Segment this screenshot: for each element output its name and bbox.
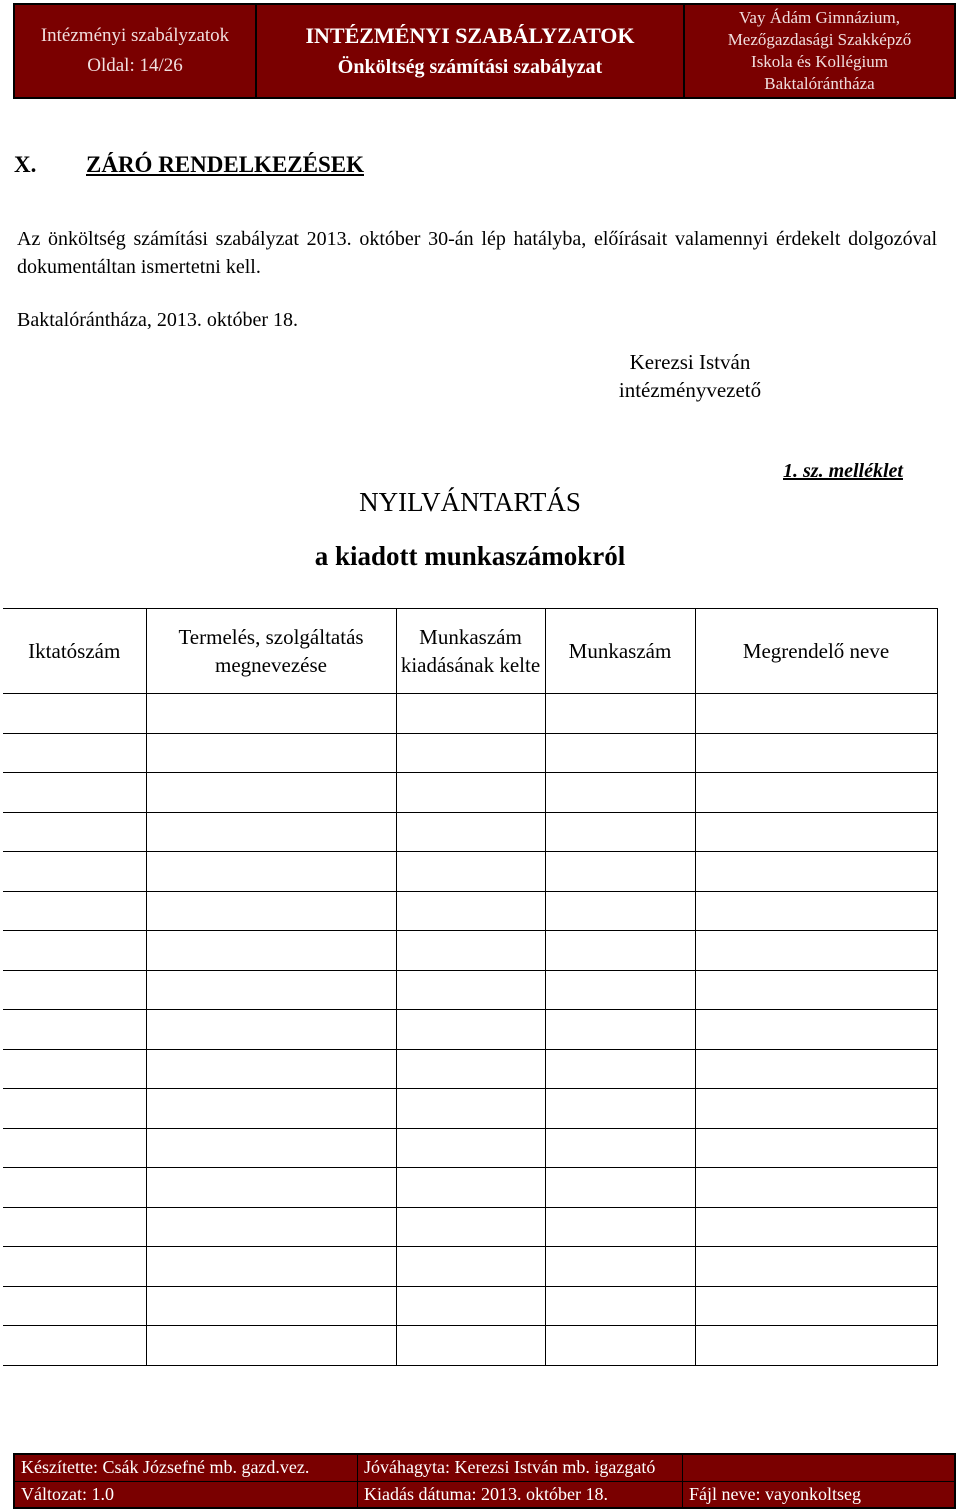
- table-row: [3, 931, 937, 971]
- table-cell: [3, 931, 146, 971]
- table-cell: [695, 734, 937, 773]
- table-cell: [146, 1010, 396, 1050]
- table-cell: [695, 852, 937, 892]
- table-cell: [146, 773, 396, 813]
- column-header-registry-number: Iktatószám: [3, 609, 146, 694]
- table-row: [3, 1168, 937, 1208]
- table-cell: [545, 931, 695, 971]
- table-row: [3, 694, 937, 734]
- signature-block: [590, 348, 790, 404]
- header-main-title: INTÉZMÉNYI SZABÁLYZATOK: [305, 23, 635, 48]
- table-row: [3, 892, 937, 931]
- table-cell: [396, 1050, 545, 1089]
- table-cell: [146, 1247, 396, 1287]
- table-cell: [545, 852, 695, 892]
- table-cell: [396, 734, 545, 773]
- table-cell: [695, 773, 937, 813]
- section-title: ZÁRÓ RENDELKEZÉSEK: [86, 152, 364, 177]
- footer-empty-cell: [683, 1455, 954, 1481]
- table-row: [3, 734, 937, 773]
- table-cell: [695, 1326, 937, 1366]
- table-cell: [396, 1247, 545, 1287]
- table-row: [3, 1287, 937, 1326]
- table-body: [3, 694, 937, 1366]
- table-cell: [396, 1089, 545, 1129]
- table-cell: [396, 813, 545, 852]
- signatory-name: Kerezsi István: [629, 350, 751, 374]
- table-cell: [695, 931, 937, 971]
- table-cell: [695, 971, 937, 1010]
- header-right-cell: [685, 5, 954, 97]
- table-cell: [545, 773, 695, 813]
- table-cell: [695, 1247, 937, 1287]
- column-header-description: Termelés, szolgáltatás megnevezése: [146, 609, 396, 694]
- table-cell: [3, 1010, 146, 1050]
- document-header: [13, 3, 956, 99]
- table-row: [3, 1010, 937, 1050]
- table-cell: [396, 892, 545, 931]
- footer-file-name: Fájl neve: vayonkoltseg: [683, 1482, 954, 1507]
- table-row: [3, 852, 937, 892]
- table-cell: [545, 1326, 695, 1366]
- table-cell: [146, 1089, 396, 1129]
- table-cell: [3, 852, 146, 892]
- place-and-date: Baktalórántháza, 2013. október 18.: [17, 309, 299, 331]
- table-cell: [545, 1050, 695, 1089]
- table-cell: [545, 1247, 695, 1287]
- table-cell: [3, 1168, 146, 1208]
- table-cell: [396, 971, 545, 1010]
- column-header-job-number: Munkaszám: [545, 609, 695, 694]
- footer-version: Változat: 1.0: [15, 1482, 357, 1507]
- document-footer: [13, 1453, 956, 1509]
- table-cell: [545, 1287, 695, 1326]
- table-cell: [545, 734, 695, 773]
- table-cell: [3, 971, 146, 1010]
- table-cell: [396, 852, 545, 892]
- header-doc-category: Intézményi szabályzatok: [40, 25, 230, 46]
- table-cell: [396, 1287, 545, 1326]
- table-row: [3, 1129, 937, 1168]
- header-sub-title: Önköltség számítási szabályzat: [337, 56, 603, 78]
- register-table: [3, 608, 938, 1366]
- table-cell: [396, 931, 545, 971]
- table-cell: [146, 1208, 396, 1247]
- table-cell: [3, 1050, 146, 1089]
- footer-approved-by: Jóváhagyta: Kerezsi István mb. igazgató: [358, 1455, 682, 1481]
- table-cell: [146, 813, 396, 852]
- table-cell: [3, 813, 146, 852]
- header-institution-line1: Vay Ádám Gimnázium,: [739, 8, 900, 27]
- table-row: [3, 1050, 937, 1089]
- table-row: [3, 971, 937, 1010]
- table-row: [3, 813, 937, 852]
- header-institution-line3: Iskola és Kollégium: [751, 52, 888, 71]
- table-cell: [3, 734, 146, 773]
- table-cell: [545, 1208, 695, 1247]
- table-cell: [396, 694, 545, 734]
- table-row: [3, 1089, 937, 1129]
- table-cell: [3, 1089, 146, 1129]
- column-header-customer-name: Megrendelő neve: [695, 609, 937, 694]
- table-cell: [545, 971, 695, 1010]
- footer-issue-date: Kiadás dátuma: 2013. október 18.: [358, 1482, 682, 1507]
- table-cell: [146, 1129, 396, 1168]
- table-cell: [545, 813, 695, 852]
- table-cell: [545, 1168, 695, 1208]
- table-cell: [396, 1010, 545, 1050]
- annex-title: NYILVÁNTARTÁS: [359, 487, 581, 517]
- table-cell: [3, 1208, 146, 1247]
- table-header-row: [3, 609, 937, 694]
- table-cell: [545, 694, 695, 734]
- table-cell: [396, 1168, 545, 1208]
- table-cell: [3, 1129, 146, 1168]
- table-cell: [396, 773, 545, 813]
- table-cell: [396, 1208, 545, 1247]
- table-cell: [3, 1326, 146, 1366]
- annex-label: 1. sz. melléklet: [783, 460, 903, 482]
- table-cell: [695, 1129, 937, 1168]
- section-number: X.: [14, 152, 37, 177]
- table-cell: [396, 1129, 545, 1168]
- column-header-issue-date: Munkaszám kiadásának kelte: [396, 609, 545, 694]
- table-cell: [695, 813, 937, 852]
- table-cell: [695, 1089, 937, 1129]
- table-cell: [146, 1287, 396, 1326]
- table-cell: [3, 1287, 146, 1326]
- table-cell: [545, 1010, 695, 1050]
- table-cell: [146, 852, 396, 892]
- table-cell: [146, 1050, 396, 1089]
- table-cell: [545, 1089, 695, 1129]
- table-cell: [695, 1050, 937, 1089]
- table-row: [3, 1247, 937, 1287]
- table-cell: [146, 1168, 396, 1208]
- table-cell: [3, 694, 146, 734]
- header-middle-cell: [257, 5, 683, 97]
- header-left-cell: [15, 5, 255, 97]
- table-cell: [695, 694, 937, 734]
- header-institution-line2: Mezőgazdasági Szakképző: [727, 30, 912, 49]
- table-cell: [3, 1247, 146, 1287]
- header-page-number: Oldal: 14/26: [87, 55, 183, 76]
- table-row: [3, 773, 937, 813]
- table-cell: [545, 1129, 695, 1168]
- signatory-role: intézményvezető: [618, 378, 762, 402]
- table-cell: [695, 1010, 937, 1050]
- table-cell: [396, 1326, 545, 1366]
- header-institution-line4: Baktalórántháza: [764, 74, 875, 93]
- footer-prepared-by: Készítette: Csák Józsefné mb. gazd.vez.: [15, 1455, 357, 1481]
- table-cell: [146, 931, 396, 971]
- table-cell: [695, 1168, 937, 1208]
- section-paragraph: Az önköltség számítási szabályzat 2013. október 30-án lép hatályba, előírásait valamennyi érdekelt dolgozóval dokumentáltan ismertetni kell.: [17, 228, 937, 278]
- table-row: [3, 1326, 937, 1366]
- table-cell: [146, 694, 396, 734]
- table-cell: [146, 1326, 396, 1366]
- annex-subtitle: a kiadott munkaszámokról: [314, 541, 626, 571]
- table-cell: [545, 892, 695, 931]
- table-row: [3, 1208, 937, 1247]
- table-cell: [695, 1208, 937, 1247]
- table-cell: [695, 892, 937, 931]
- table-cell: [695, 1287, 937, 1326]
- table-cell: [146, 971, 396, 1010]
- table-cell: [3, 773, 146, 813]
- table-cell: [146, 892, 396, 931]
- table-cell: [146, 734, 396, 773]
- table-cell: [3, 892, 146, 931]
